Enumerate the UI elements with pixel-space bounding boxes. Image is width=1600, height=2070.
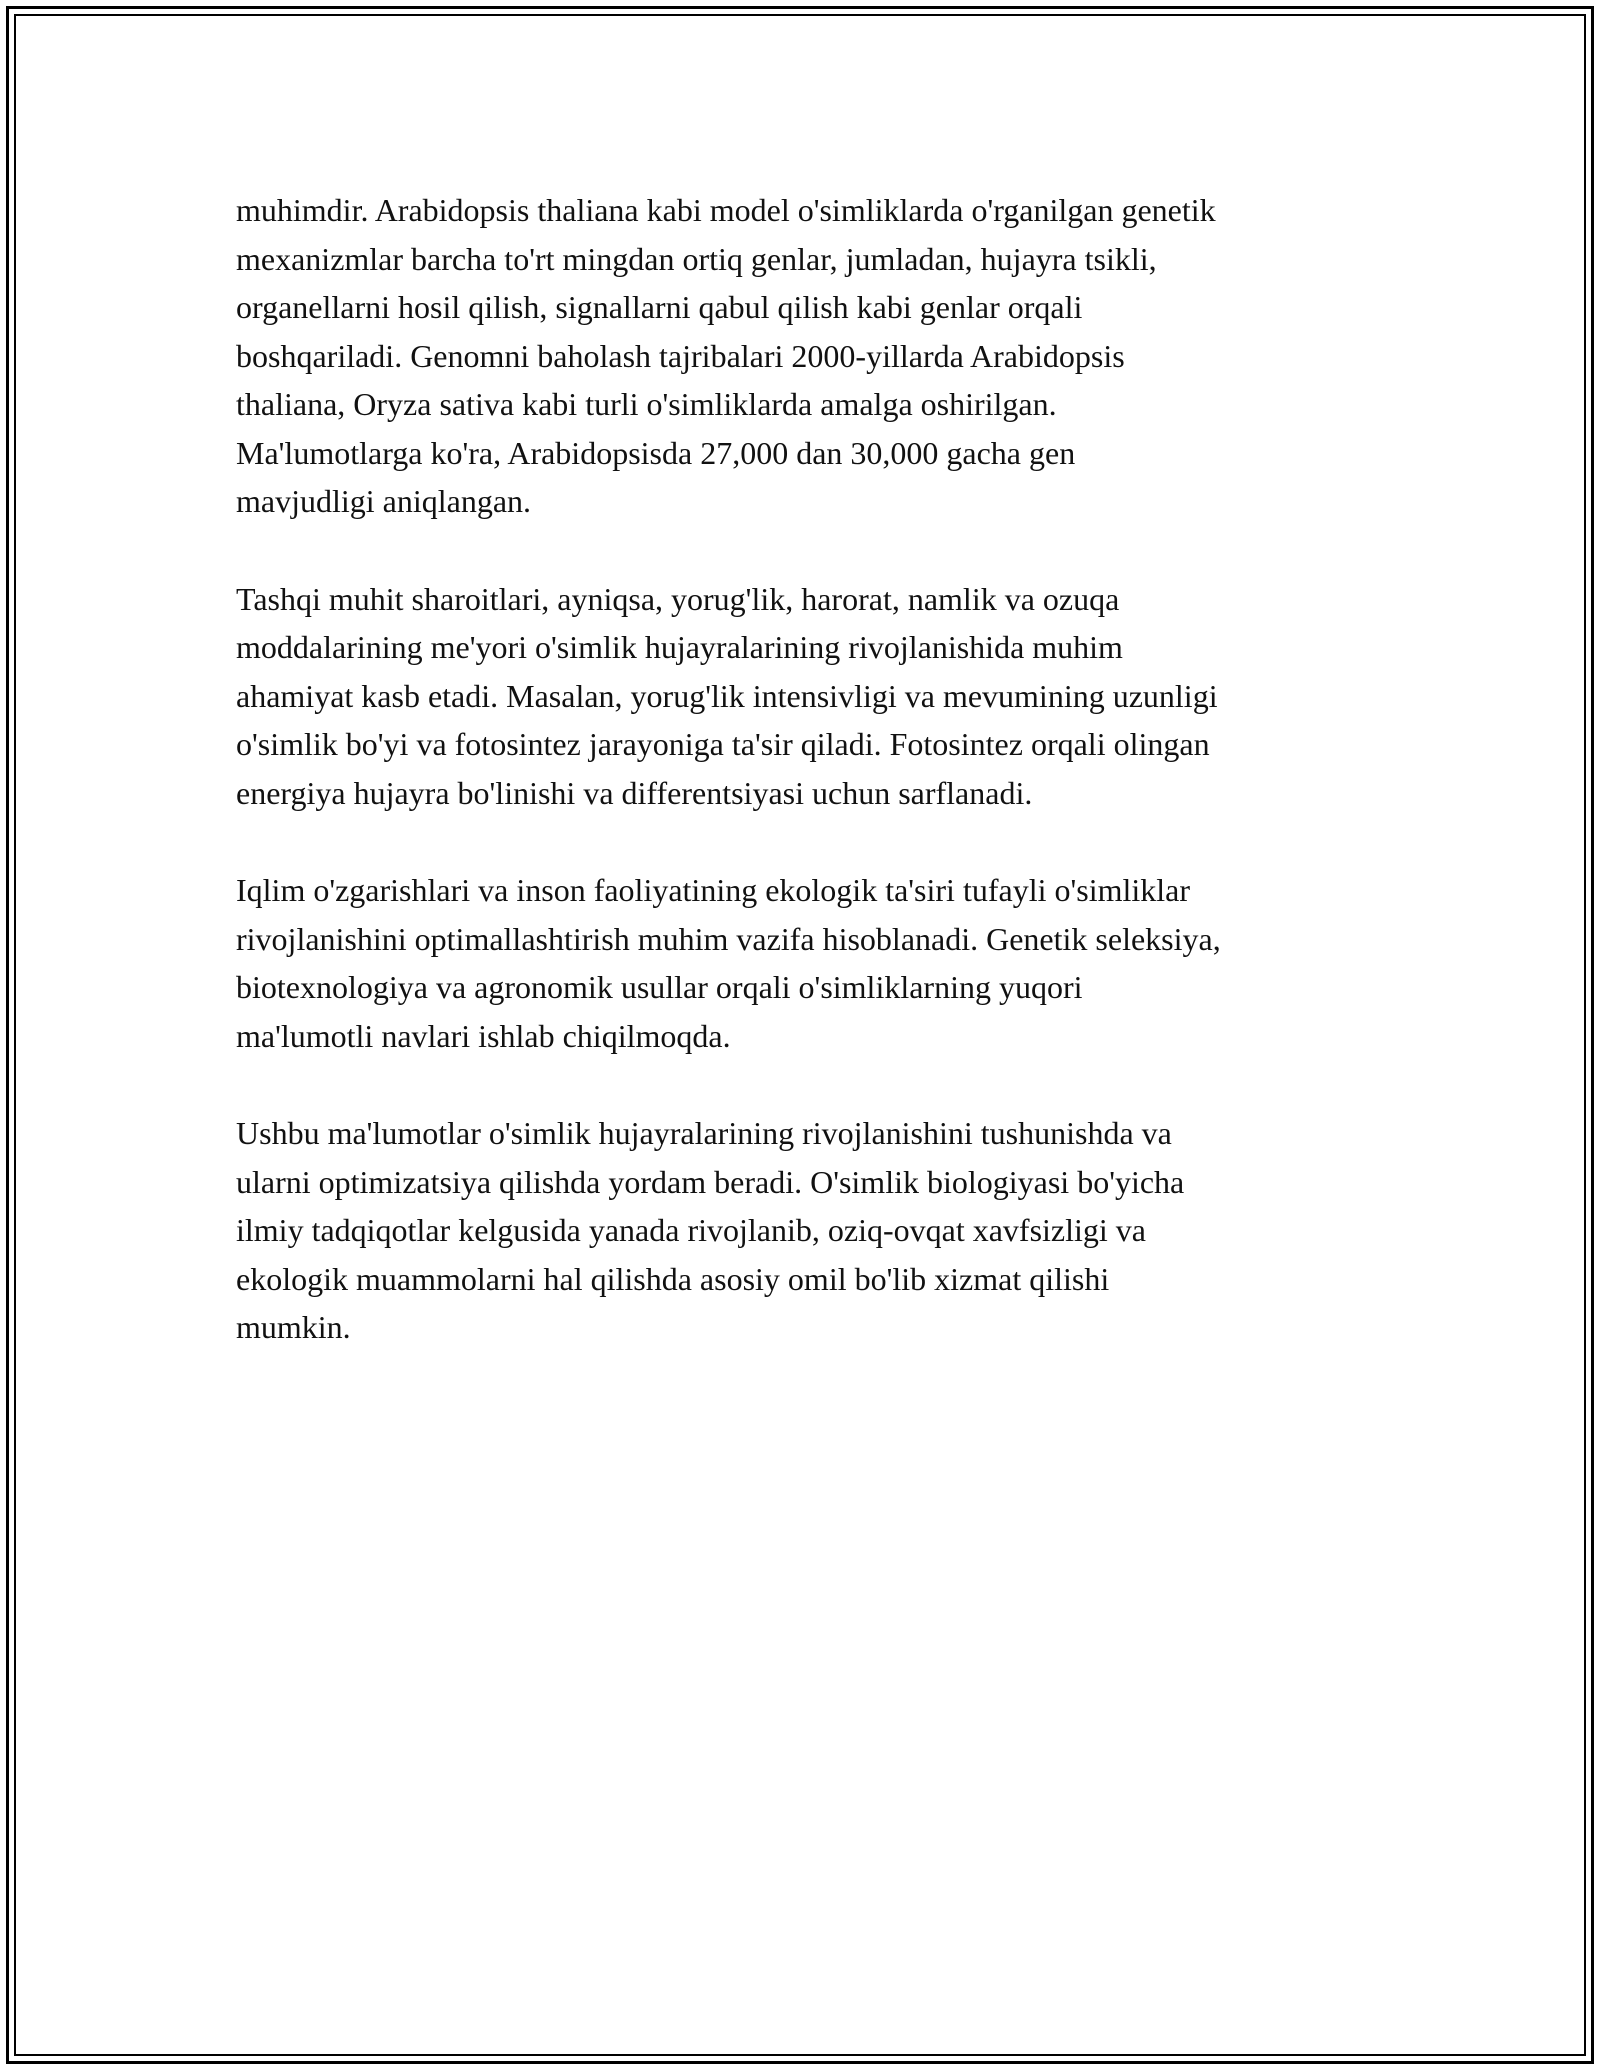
paragraph	[236, 186, 1376, 526]
text-line: thaliana, Oryza sativa kabi turli o'simliklarda amalga oshirilgan.	[236, 386, 1057, 422]
text-line: muhimdir. Arabidopsis thaliana kabi model o'simliklarda o'rganilgan genetik	[236, 192, 1216, 228]
text-line: organellarni hosil qilish, signallarni qabul qilish kabi genlar orqali	[236, 289, 1083, 325]
text-line: moddalarining me'yori o'simlik hujayralarining rivojlanishida muhim	[236, 629, 1123, 665]
text-line: ekologik muammolarni hal qilishda asosiy omil bo'lib xizmat qilishi	[236, 1260, 1110, 1297]
text-line: Iqlim o'zgarishlari va inson faoliyatining ekologik ta'siri tufayli o'simliklar	[236, 872, 1190, 908]
text-line: o'simlik bo'yi va fotosintez jarayoniga ta'sir qiladi. Fotosintez orqali olingan	[236, 726, 1210, 762]
text-line: biotexnologiya va agronomik usullar orqali o'simliklarning yuqori	[236, 969, 1083, 1005]
text-line: boshqariladi. Genomni baholash tajribalari 2000-yillarda Arabidopsis	[236, 337, 1125, 374]
text-line: Ma'lumotlarga ko'ra, Arabidopsisda 27,000 dan 30,000 gacha gen	[236, 434, 1076, 471]
text-line: ularni optimizatsiya qilishda yordam beradi. O'simlik biologiyasi bo'yicha	[236, 1163, 1185, 1200]
text-line: ma'lumotli navlari ishlab chiqilmoqda.	[236, 1017, 731, 1054]
document-body	[236, 186, 1376, 1401]
text-line: Tashqi muhit sharoitlari, ayniqsa, yorug'lik, harorat, namlik va ozuqa	[236, 580, 1120, 617]
text-line: mexanizmlar barcha to'rt mingdan ortiq genlar, jumladan, hujayra tsikli,	[236, 240, 1157, 277]
paragraph	[236, 1109, 1376, 1352]
text-line: energiya hujayra bo'linishi va differentsiyasi uchun sarflanadi.	[236, 774, 1033, 811]
text-line: ilmiy tadqiqotlar kelgusida yanada rivojlanib, oziq-ovqat xavfsizligi va	[236, 1212, 1146, 1248]
text-line: Ushbu ma'lumotlar o'simlik hujayralarining rivojlanishini tushunishda va	[236, 1115, 1172, 1151]
text-line: mavjudligi aniqlangan.	[236, 483, 532, 519]
paragraph	[236, 866, 1376, 1060]
text-line: rivojlanishini optimallashtirish muhim vazifa hisoblanadi. Genetik seleksiya,	[236, 920, 1221, 957]
text-line: mumkin.	[236, 1309, 351, 1345]
text-line: ahamiyat kasb etadi. Masalan, yorug'lik intensivligi va mevumining uzunligi	[236, 677, 1218, 714]
paragraph	[236, 575, 1376, 818]
